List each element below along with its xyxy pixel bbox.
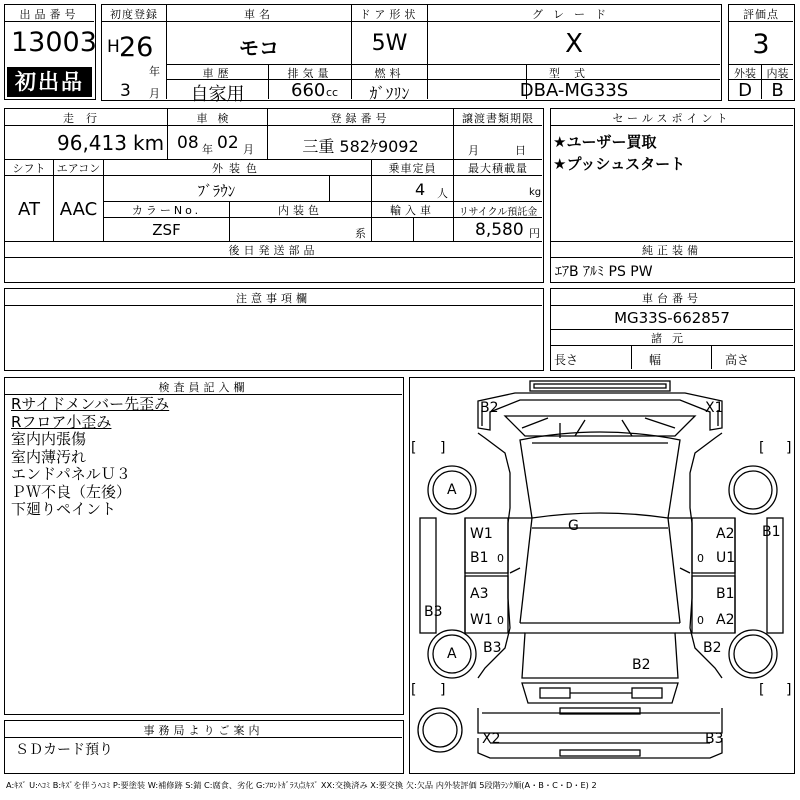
office-label: 事務局よりご案内 — [143, 724, 264, 737]
inspector-box — [4, 377, 404, 715]
aircon-label: エアコン — [56, 162, 101, 175]
door-label: ドア形状 — [359, 8, 420, 21]
model-label: 型式 — [549, 67, 599, 80]
score-label: 評価点 — [743, 8, 779, 21]
mark-zero-rear-right: 0 — [697, 614, 704, 627]
bracket-open-rr: [ — [759, 682, 765, 698]
notes-label: 注意事項欄 — [236, 292, 311, 305]
damage-diagram — [409, 377, 795, 774]
color-no: ZSF — [152, 221, 181, 239]
aircon: AAC — [59, 199, 98, 220]
inspection-month-unit: 月 — [243, 143, 254, 156]
mileage-label: 走行 — [63, 112, 109, 125]
displacement: 660 — [291, 80, 326, 101]
history-label: 車歴 — [202, 67, 233, 80]
mark-b1-front-left: B1 — [470, 550, 489, 566]
mark-b3-rear-bumper: B3 — [705, 731, 724, 747]
mark-g: G — [568, 518, 579, 534]
inspector-line-3: 室内内張傷 — [11, 430, 87, 448]
mark-a-front-left-wheel: A — [447, 482, 457, 498]
recycle-amount: 8,580 — [475, 220, 524, 240]
mark-b2-front: B2 — [480, 400, 499, 416]
dims-label: 諸元 — [651, 332, 693, 345]
fuel-label: 燃料 — [374, 67, 405, 80]
mark-zero-front-left: 0 — [497, 552, 504, 565]
model: DBA-MG33S — [519, 80, 629, 101]
inspector-line-5: エンドパネルＵ３ — [11, 465, 131, 483]
mark-a-rear-left-wheel: A — [447, 646, 457, 662]
transfer-month-unit: 月 — [468, 144, 479, 157]
height-label: 高さ — [725, 353, 750, 367]
score: 3 — [752, 29, 770, 60]
mark-x1: X1 — [705, 400, 724, 416]
car-name-label: 車名 — [244, 8, 274, 21]
reg-year: 26 — [119, 32, 154, 63]
length-label: 長さ — [554, 353, 579, 367]
load-label: 最大積載量 — [468, 162, 528, 175]
mark-b2-tailgate: B2 — [632, 657, 651, 673]
first-reg-label: 初度登録 — [110, 8, 158, 21]
shift: AT — [18, 199, 40, 220]
capacity-unit: 人 — [437, 187, 448, 200]
mark-b1-rear-right: B1 — [716, 586, 735, 602]
mark-a3-rear-left: A3 — [470, 586, 489, 602]
history: 自家用 — [190, 84, 245, 105]
exterior-label: 外装 — [734, 67, 756, 80]
mark-b1-right-sill: B1 — [762, 524, 781, 540]
equipment-value: ｴｱB ｱﾙﾐ PS PW — [555, 264, 653, 280]
inspection-label: 車検 — [196, 112, 239, 125]
capacity: 4 — [415, 180, 426, 199]
width-label: 幅 — [649, 353, 662, 367]
import-label: 輸入車 — [390, 204, 435, 217]
legend: A:ｷｽﾞ U:ﾍｺﾐ B:ｷｽﾞを伴うﾍｺﾐ P:要塗装 W:補修跡 S:錆 C:腐食、劣化 G:ﾌﾛﾝﾄｶﾞﾗｽ点ｷｽﾞ XX:交換済み X:要交換 欠:欠品 内外装評価 5段階ﾗﾝｸ順(A・B・C・D・E) 2 — [6, 780, 597, 790]
bracket-close-rl: ] — [440, 682, 446, 698]
era: H — [107, 37, 120, 57]
selling-points-label: セールスポイント — [612, 112, 732, 125]
lot-number-label: 出品番号 — [19, 8, 80, 21]
color-no-label: カラーNo. — [131, 204, 202, 217]
ext-color: ﾌﾞﾗｳﾝ — [197, 182, 236, 200]
inspector-line-6: ＰＷ不良（左後） — [11, 482, 132, 501]
car-outline — [410, 378, 793, 772]
inspector-line-2: Rフロア小歪み — [11, 412, 112, 431]
load-unit: kg — [529, 187, 542, 198]
inspection-year-unit: 年 — [202, 143, 213, 156]
lot-number: 13003 — [11, 27, 97, 58]
later-parts-label: 後日発送部品 — [228, 244, 319, 257]
chassis-box — [550, 288, 795, 371]
mark-zero-rear-left: 0 — [497, 614, 504, 627]
mark-b3-rear-left: B3 — [483, 640, 502, 656]
bracket-open-fl: [ — [411, 440, 417, 456]
office-text: ＳＤカード預り — [15, 742, 113, 758]
mileage: 96,413 — [57, 131, 127, 155]
inspection-year: 08 — [177, 133, 199, 153]
recycle-unit: 円 — [529, 227, 540, 240]
inspector-line-1: Rサイドメンバー先歪み — [11, 395, 170, 413]
displacement-unit: cc — [326, 86, 339, 99]
office-box — [4, 720, 404, 774]
ext-color-label: 外装色 — [212, 162, 263, 175]
notes-box — [4, 288, 544, 371]
mark-b3-left-sill: B3 — [424, 604, 443, 620]
int-color-unit: 系 — [355, 227, 366, 240]
bracket-close-rr: ] — [786, 682, 792, 698]
reg-month-unit: 月 — [149, 87, 160, 100]
mark-b2-rear-right: B2 — [703, 640, 722, 656]
inspector-line-4: 室内薄汚れ — [11, 447, 87, 466]
interior-grade: B — [771, 80, 784, 101]
transfer-day-unit: 日 — [515, 144, 526, 157]
registration-label: 登録番号 — [330, 112, 391, 125]
shift-label: シフト — [12, 162, 46, 175]
displacement-label: 排気量 — [287, 67, 333, 80]
selling-point-1: ★ユーザー買取 — [553, 133, 657, 151]
transfer-label: 譲渡書類期限 — [462, 112, 534, 125]
int-color-label: 内装色 — [278, 204, 323, 217]
header-row — [101, 4, 722, 105]
inspector-line-7: 下廻りペイント — [11, 500, 117, 518]
grade: X — [565, 29, 583, 59]
reg-year-unit: 年 — [149, 65, 160, 78]
interior-label: 内装 — [766, 67, 789, 80]
registration-number: 三重 582ｹ9092 — [302, 137, 419, 156]
mark-a2-front-right: A2 — [716, 526, 735, 542]
exterior-grade: D — [738, 80, 752, 101]
mark-x2: X2 — [482, 731, 501, 747]
mark-w1-rear-left: W1 — [470, 612, 493, 628]
score-box — [728, 4, 795, 101]
mark-zero-front-right: 0 — [697, 552, 704, 565]
recycle-label: リサイクル預託金 — [458, 207, 538, 218]
fuel: ｶﾞｿﾘﾝ — [369, 84, 410, 103]
inspector-label: 検査員記入欄 — [158, 381, 249, 394]
lot-number-box — [4, 4, 96, 100]
grade-label: グレード — [532, 8, 616, 21]
details-table — [4, 108, 544, 283]
bracket-close-fr: ] — [786, 440, 792, 456]
selling-points-box — [550, 108, 795, 283]
mileage-unit: km — [133, 131, 165, 155]
bracket-close-fl: ] — [440, 440, 446, 456]
bracket-open-rl: [ — [411, 682, 417, 698]
capacity-label: 乗車定員 — [388, 162, 437, 175]
inspection-month: 02 — [217, 133, 239, 153]
selling-point-2: ★プッシュスタート — [553, 155, 686, 173]
car-name: モコ — [239, 36, 279, 60]
door-type: 5W — [371, 31, 408, 56]
first-listing-badge: 初出品 — [7, 67, 92, 97]
mark-a2-rear-right: A2 — [716, 612, 735, 628]
equipment-label: 純正装備 — [642, 244, 702, 257]
chassis-label: 車台番号 — [642, 292, 702, 305]
mark-w1-front-left: W1 — [470, 526, 493, 542]
bracket-open-fr: [ — [759, 440, 765, 456]
reg-month: 3 — [120, 81, 131, 101]
chassis-number: MG33S-662857 — [614, 309, 730, 327]
mark-u1-front-right: U1 — [716, 550, 736, 566]
